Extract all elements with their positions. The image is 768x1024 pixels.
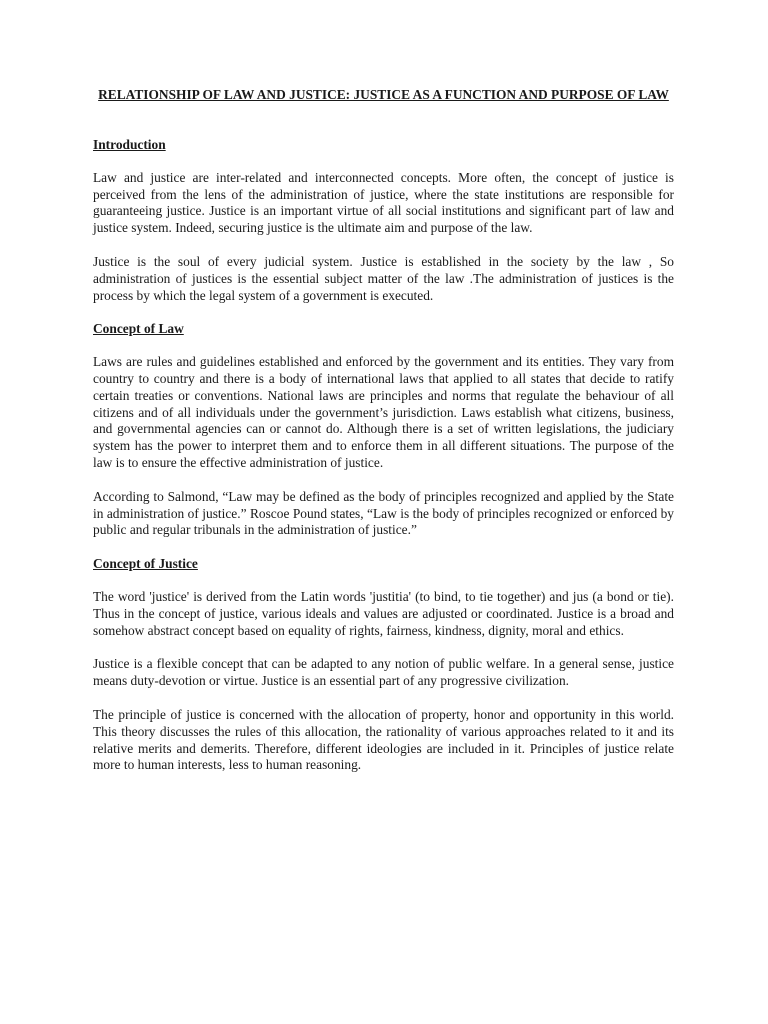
concept-of-law-paragraph-2: According to Salmond, “Law may be defined as the body of principles recognized and applied by the State in administration of justice.” Roscoe Pound states, “Law is the body of principles recognized or enforced by public and regular tribunals in the administration of justice.” — [93, 488, 674, 538]
concept-of-justice-paragraph-1: The word 'justice' is derived from the Latin words 'justitia' (to bind, to tie together) and jus (a bond or tie). Thus in the concept of justice, various ideals and values are adjusted or coordinated. Justice is a broad and somehow abstract concept based on equality of rights, fairness, kindness, dignity, moral and ethics. — [93, 588, 674, 638]
section-heading-concept-of-law: Concept of Law — [93, 321, 184, 337]
concept-of-justice-paragraph-2: Justice is a flexible concept that can be adapted to any notion of public welfare. In a general sense, justice means duty-devotion or virtue. Justice is an essential part of any progressive civilization. — [93, 656, 674, 689]
document-page — [93, 86, 674, 774]
introduction-paragraph-2: Justice is the soul of every judicial system. Justice is established in the society by the law , So administration of justices is the essential subject matter of the law .The administration of justices is the process by which the legal system of a government is executed. — [93, 253, 674, 303]
section-heading-introduction: Introduction — [93, 137, 166, 152]
concept-of-justice-paragraph-3: The principle of justice is concerned with the allocation of property, honor and opportunity in this world. This theory discusses the rules of this allocation, the rationality of various approaches related to it and its relative merits and demerits. Therefore, different ideologies are included in it. Principles of justice relate more to human interests, less to human reasoning. — [93, 706, 674, 773]
introduction-paragraph-1: Law and justice are inter-related and interconnected concepts. More often, the concept of justice is perceived from the lens of the administration of justice, where the state institutions are responsible for guaranteeing justice. Justice is an important virtue of all social institutions and significant part of law and justice system. Indeed, securing justice is the ultimate aim and purpose of the law. — [93, 169, 674, 236]
concept-of-law-paragraph-1: Laws are rules and guidelines established and enforced by the government and its entities. They vary from country to country and there is a body of international laws that applied to all states that decide to ratify certain treaties or conventions. National laws are principles and norms that regulate the behaviour of all citizens and of all individuals under the government’s jurisdiction. Laws establish what citizens, business, and governmental agencies can or cannot do. Although there is a set of written legislations, the judiciary system has the power to interpret them and to enforce them in all different situations. The purpose of the law is to ensure the effective administration of justice. — [93, 354, 674, 470]
document-title: RELATIONSHIP OF LAW AND JUSTICE: JUSTICE AS A FUNCTION AND PURPOSE OF LAW — [98, 87, 669, 102]
section-heading-concept-of-justice: Concept of Justice — [93, 556, 198, 572]
